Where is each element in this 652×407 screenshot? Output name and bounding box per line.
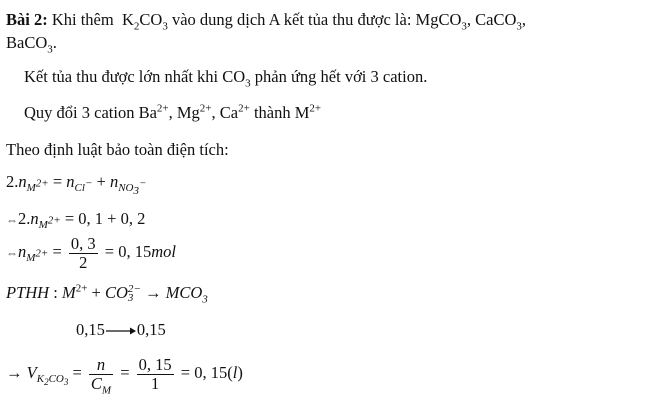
caco3-sub: 3 — [516, 20, 522, 33]
problem-label: Bài 2: — [6, 10, 48, 29]
stoich-left: 0,15 — [76, 320, 105, 339]
eq5-num2: 0, 15 — [138, 354, 172, 374]
eq3-msub: M2+ — [26, 247, 49, 265]
max-text-a: Kết tủa thu được lớn nhất khi CO — [24, 67, 246, 86]
pthh-msup: 2+ — [75, 282, 88, 295]
arrow-right-icon — [105, 326, 137, 336]
equation-1 — [6, 172, 147, 198]
eq2-rhs: = 0, 1 + 0, 2 — [60, 209, 146, 228]
eq1-nosub: NO3− — [118, 177, 147, 198]
eq2-coef: 2. — [18, 209, 31, 228]
eq2-n: n — [30, 209, 39, 228]
eq5-rhs: = 0, 15( — [176, 363, 233, 382]
pthh-product: MCO — [165, 283, 203, 302]
pthh-co: CO — [104, 283, 128, 302]
caco3-text: , CaCO — [466, 10, 517, 29]
eq5-unit: l — [232, 363, 238, 382]
eq5-den1: $C_M$ — [90, 373, 112, 397]
ba-sup: 2+ — [156, 102, 169, 115]
eq3-den: 2 — [79, 252, 88, 272]
baco3-text: BaCO — [6, 33, 48, 52]
problem-text: vào dung dịch A kết tủa thu được là: MgCO — [171, 10, 462, 29]
eq2-msub: M2+ — [38, 214, 61, 232]
ca-sup: 2+ — [238, 102, 250, 115]
eq1-clsub: Cl− — [74, 177, 93, 195]
eq5-equals: = — [68, 363, 86, 382]
implies-arrow-icon: → — [6, 363, 27, 382]
pthh-label: PTHH — [6, 283, 50, 302]
m-sup: 2+ — [309, 102, 322, 115]
eq5-den2: 1 — [151, 373, 160, 393]
equivalence-icon: ⇔ — [6, 213, 18, 227]
reaction-equation — [6, 282, 208, 306]
eq1-n3: n — [109, 172, 119, 191]
convert-text-a: Quy đổi 3 cation Ba — [24, 103, 157, 122]
eq1-plus: + — [92, 172, 110, 191]
convert-text-d: thành M — [249, 103, 310, 122]
eq5-equals-2: = — [116, 363, 134, 382]
max-text-b: phản ứng hết với 3 cation. — [250, 67, 428, 86]
problem-line-1 — [6, 10, 526, 33]
pthh-plus: + — [87, 283, 105, 302]
eq5-vsub: K2CO3 — [36, 373, 69, 388]
baco3-sub: 3 — [47, 43, 53, 56]
equation-3 — [6, 233, 176, 271]
volume-equation — [6, 350, 243, 396]
eq1-equals: = — [48, 172, 67, 191]
eq3-equals: = — [48, 242, 66, 261]
pthh-product-sub: 3 — [202, 293, 208, 306]
end-dot: . — [52, 33, 57, 52]
eq3-num: 0, 3 — [70, 233, 96, 253]
stoich-line — [76, 320, 166, 340]
mgco3-sub: 3 — [461, 20, 467, 33]
mg-sup: 2+ — [199, 102, 212, 115]
sep: , — [521, 10, 526, 29]
eq1-coef: 2. — [6, 172, 19, 191]
law-text: Theo định luật bảo toàn điện tích: — [6, 140, 229, 159]
problem-intro: Khi thêm — [51, 10, 114, 29]
eq3-fraction — [69, 235, 98, 272]
eq5-fraction-1 — [89, 354, 113, 397]
eq5-fraction-2 — [137, 356, 174, 393]
eq3-n: n — [18, 242, 27, 261]
max-precipitate-line — [24, 67, 428, 90]
equivalence-icon-2: ⇔ — [6, 246, 18, 260]
eq3-rhs: = 0, 15 — [100, 242, 152, 261]
eq5-close: ) — [237, 363, 243, 382]
pthh-colon: : — [49, 283, 62, 302]
eq3-unit: mol — [151, 242, 176, 261]
eq1-n: n — [18, 172, 27, 191]
eq1-msub: M2+ — [26, 177, 49, 195]
eq5-num1: n — [89, 356, 113, 375]
convert-text-c: , Ca — [211, 103, 239, 122]
co3-sub: 3 — [245, 77, 251, 90]
reagent-formula: $K_2CO_3$ — [121, 10, 168, 33]
eq1-n2: n — [66, 172, 75, 191]
problem-line-2 — [6, 33, 57, 56]
reaction-arrow-icon: → — [140, 283, 166, 302]
convert-cation-line — [24, 103, 321, 123]
pthh-m: M — [61, 283, 76, 302]
stoich-right: 0,15 — [136, 320, 166, 339]
pthh-co-scripts: 2− 3 — [127, 283, 141, 305]
equation-2 — [6, 209, 145, 230]
convert-text-b: , Mg — [168, 103, 200, 122]
eq5-v: V — [26, 363, 37, 382]
law-line — [6, 140, 229, 160]
